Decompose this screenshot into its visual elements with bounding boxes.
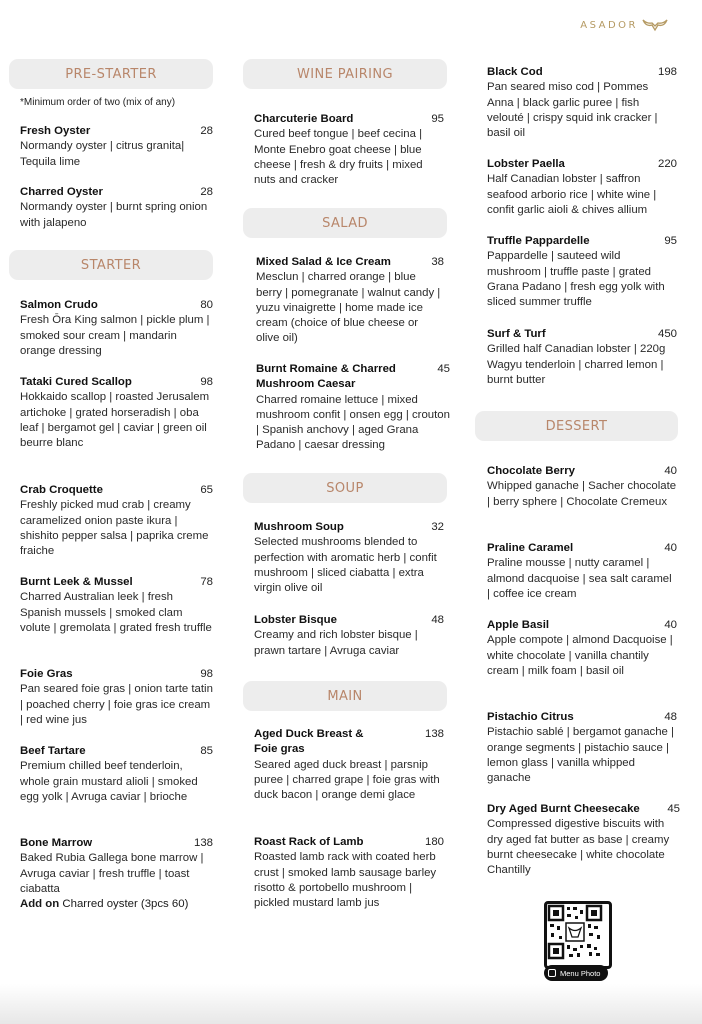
menu-item-burnt-cheesecake bbox=[487, 802, 680, 878]
item-name: Salmon Crudo bbox=[20, 299, 98, 311]
menu-item-salmon-crudo bbox=[20, 298, 213, 359]
camera-icon bbox=[548, 969, 556, 977]
section-dessert bbox=[475, 411, 678, 441]
item-price: 95 bbox=[664, 235, 677, 247]
section-wine-pairing bbox=[243, 59, 447, 89]
item-price: 138 bbox=[424, 728, 444, 740]
section-salad-label: SALAD bbox=[322, 215, 368, 231]
item-price: 78 bbox=[200, 576, 213, 588]
item-price: 40 bbox=[664, 465, 677, 477]
qr-pattern-icon bbox=[547, 904, 603, 960]
menu-item-chocolate-berry bbox=[487, 464, 677, 510]
menu-item-crab-croquette bbox=[20, 483, 213, 559]
item-price: 220 bbox=[657, 158, 677, 170]
item-name: Foie Gras bbox=[20, 668, 73, 680]
menu-item-mushroom-soup bbox=[254, 520, 444, 596]
item-name: Lobster Paella bbox=[487, 158, 565, 170]
item-name: Mushroom Soup bbox=[254, 521, 344, 533]
item-name: Fresh Oyster bbox=[20, 125, 91, 137]
menu-item-mixed-salad bbox=[256, 255, 444, 347]
item-name: Black Cod bbox=[487, 66, 543, 78]
menu-item-charred-oyster bbox=[20, 185, 213, 231]
item-description: Seared aged duck breast | parsnip puree | charred grape | foie gras with duck bacon | orange demi glace bbox=[254, 758, 440, 802]
menu-photo-tag[interactable] bbox=[544, 965, 608, 981]
item-description: Pan seared foie gras | onion tarte tatin | poached cherry | foie gras ice cream | red wine jus bbox=[20, 683, 213, 726]
item-name: Lobster Bisque bbox=[254, 614, 337, 626]
menu-item-pistachio-citrus bbox=[487, 710, 677, 786]
qr-code[interactable] bbox=[544, 901, 612, 969]
item-description: Baked Rubia Gallega bone marrow | Avruga caviar | fresh truffle | toast ciabatta bbox=[20, 852, 204, 895]
item-name: Bone Marrow bbox=[20, 837, 93, 849]
section-main-label: MAIN bbox=[327, 688, 363, 704]
item-description: Whipped ganache | Sacher chocolate | berry sphere | Chocolate Cremeux bbox=[487, 480, 677, 508]
menu-item-praline-caramel bbox=[487, 541, 677, 602]
item-description: Normandy oyster | citrus granita| Tequila lime bbox=[20, 140, 185, 168]
item-description: Praline mousse | nutty caramel | almond dacquoise | sea salt caramel | coffee ice cream bbox=[487, 557, 672, 600]
item-description: Charred romaine lettuce | mixed mushroom confit | onsen egg | crouton | Spanish anchovy | aged Grana Padano | caesar dressing bbox=[256, 393, 450, 452]
item-price: 180 bbox=[424, 836, 444, 848]
menu-item-lobster-bisque bbox=[254, 613, 444, 659]
item-price: 45 bbox=[437, 363, 450, 375]
item-price: 450 bbox=[657, 328, 677, 340]
item-name: Crab Croquette bbox=[20, 484, 103, 496]
item-description: Charred Australian leek | fresh Spanish mussels | smoked clam volute | gremolata | grated fresh truffle bbox=[20, 591, 212, 634]
menu-item-burnt-leek bbox=[20, 575, 213, 636]
item-name: Surf & Turf bbox=[487, 328, 546, 340]
item-price: 98 bbox=[200, 668, 213, 680]
item-description: Creamy and rich lobster bisque | prawn tartare | Avruga caviar bbox=[254, 629, 418, 657]
item-name: Roast Rack of Lamb bbox=[254, 836, 364, 848]
item-price: 95 bbox=[431, 113, 444, 125]
addon-text: Charred oyster (3pcs 60) bbox=[59, 898, 189, 911]
item-price: 138 bbox=[193, 837, 213, 849]
item-price: 65 bbox=[200, 484, 213, 496]
menu-item-bone-marrow bbox=[20, 836, 213, 912]
item-description: Pappardelle | sauteed wild mushroom | truffle paste | grated Grana Padano | fresh egg yolk with sliced summer truffle bbox=[487, 250, 665, 309]
section-dessert-label: DESSERT bbox=[545, 418, 608, 434]
item-description: Premium chilled beef tenderloin, whole grain mustard alioli | smoked egg yolk | Avruga caviar | brioche bbox=[20, 760, 198, 803]
item-name: Burnt Romaine & Charred Mushroom Caesar bbox=[256, 363, 396, 391]
menu-item-beef-tartare bbox=[20, 744, 213, 805]
item-name: Tataki Cured Scallop bbox=[20, 376, 132, 388]
menu-item-burnt-romaine bbox=[256, 362, 450, 454]
item-price: 98 bbox=[200, 376, 213, 388]
menu-item-roast-lamb bbox=[254, 835, 444, 911]
menu-photo-label: Menu Photo bbox=[560, 968, 601, 978]
item-description: Fresh Ōra King salmon | pickle plum | smoked sour cream | mandarin orange dressing bbox=[20, 314, 210, 357]
item-description: Pistachio sablé | bergamot ganache | orange segments | pistachio sauce | lemon glass | vanilla whipped ganache bbox=[487, 726, 675, 785]
item-description: Cured beef tongue | beef cecina | Monte Enebro goat cheese | blue cheese | fresh & dry fruits | mixed nuts and cracker bbox=[254, 128, 423, 187]
menu-item-apple-basil bbox=[487, 618, 677, 679]
item-description: Half Canadian lobster | saffron seafood arborio rice | white wine | confit garlic aioli & chives allium bbox=[487, 173, 657, 216]
item-description: Compressed digestive biscuits with dry aged fat butter as base | creamy burnt cheesecake | white chocolate Chantilly bbox=[487, 818, 670, 877]
item-price: 28 bbox=[200, 125, 213, 137]
section-soup bbox=[243, 473, 447, 503]
menu-item-lobster-paella bbox=[487, 157, 677, 218]
section-starter-label: STARTER bbox=[80, 257, 142, 273]
item-description: Roasted lamb rack with coated herb crust | smoked lamb sausage barley risotto & portobello mushroom | pickled mustard lamb jus bbox=[254, 851, 437, 910]
menu-item-truffle-pappardelle bbox=[487, 234, 677, 310]
item-addon bbox=[20, 897, 213, 912]
item-price: 80 bbox=[200, 299, 213, 311]
item-description: Selected mushrooms blended to perfection with aromatic herb | confit mushroom | sliced ciabatta | extra virgin olive oil bbox=[254, 536, 437, 595]
item-price: 28 bbox=[200, 186, 213, 198]
item-price: 45 bbox=[667, 803, 680, 815]
item-name: Pistachio Citrus bbox=[487, 711, 574, 723]
item-description: Freshly picked mud crab | creamy caramelized onion paste ikura | shishito pepper salsa | paprika creme fraiche bbox=[20, 499, 209, 558]
section-main bbox=[243, 681, 447, 711]
item-description: Pan seared miso cod | Pommes Anna | black garlic puree | fish velouté | crispy squid ink cracker | basil oil bbox=[487, 81, 658, 140]
section-starter bbox=[9, 250, 213, 280]
section-wine-pairing-label: WINE PAIRING bbox=[297, 66, 393, 82]
item-name: Chocolate Berry bbox=[487, 465, 575, 477]
item-name: Dry Aged Burnt Cheesecake bbox=[487, 803, 640, 815]
item-description: Mesclun | charred orange | blue berry | pomegranate | walnut candy | yuzu vinaigrette | home made ice cream (choice of blue cheese or olive oil) bbox=[256, 271, 441, 345]
item-price: 38 bbox=[431, 256, 444, 268]
brand-name: ASADOR bbox=[580, 19, 638, 31]
page-bottom-fade bbox=[0, 984, 702, 1024]
item-price: 40 bbox=[664, 542, 677, 554]
item-description: Normandy oyster | burnt spring onion with jalapeno bbox=[20, 201, 208, 229]
item-description: Apple compote | almond Dacquoise | white chocolate | vanilla chantily cream | milk foam | basil oil bbox=[487, 634, 673, 677]
section-pre-starter-label: PRE-STARTER bbox=[65, 66, 157, 82]
item-price: 32 bbox=[431, 521, 444, 533]
menu-item-foie-gras bbox=[20, 667, 213, 728]
item-name: Beef Tartare bbox=[20, 745, 86, 757]
item-price: 40 bbox=[664, 619, 677, 631]
item-price: 48 bbox=[431, 614, 444, 626]
brand-logo bbox=[580, 18, 668, 32]
item-name: Truffle Pappardelle bbox=[487, 235, 590, 247]
item-name: Mixed Salad & Ice Cream bbox=[256, 256, 391, 268]
item-name: Burnt Leek & Mussel bbox=[20, 576, 133, 588]
section-soup-label: SOUP bbox=[326, 480, 364, 496]
section-salad bbox=[243, 208, 447, 238]
item-name: Apple Basil bbox=[487, 619, 550, 631]
item-price: 198 bbox=[657, 66, 677, 78]
item-name: Charcuterie Board bbox=[254, 113, 354, 125]
item-name: Charred Oyster bbox=[20, 186, 103, 198]
item-description: Grilled half Canadian lobster | 220g Wagyu tenderloin | charred lemon | burnt butter bbox=[487, 343, 666, 386]
menu-item-tataki-scallop bbox=[20, 375, 213, 451]
menu-item-aged-duck bbox=[254, 727, 444, 803]
menu-item-black-cod bbox=[487, 65, 677, 141]
minimum-order-note: *Minimum order of two (mix of any) bbox=[20, 97, 176, 108]
item-price: 85 bbox=[200, 745, 213, 757]
section-pre-starter bbox=[9, 59, 213, 89]
addon-label: Add on bbox=[20, 898, 60, 911]
item-description: Hokkaido scallop | roasted Jerusalem artichoke | grated horseradish | oba leaf | bergamot gel | caviar | green oil beurre blanc bbox=[20, 391, 210, 450]
item-price: 48 bbox=[664, 711, 677, 723]
menu-item-fresh-oyster bbox=[20, 124, 213, 170]
item-name: Aged Duck Breast & Foie gras bbox=[254, 728, 364, 756]
menu-item-surf-turf bbox=[487, 327, 677, 388]
item-name: Praline Caramel bbox=[487, 542, 574, 554]
menu-item-charcuterie bbox=[254, 112, 444, 188]
bull-horns-icon bbox=[642, 18, 668, 32]
